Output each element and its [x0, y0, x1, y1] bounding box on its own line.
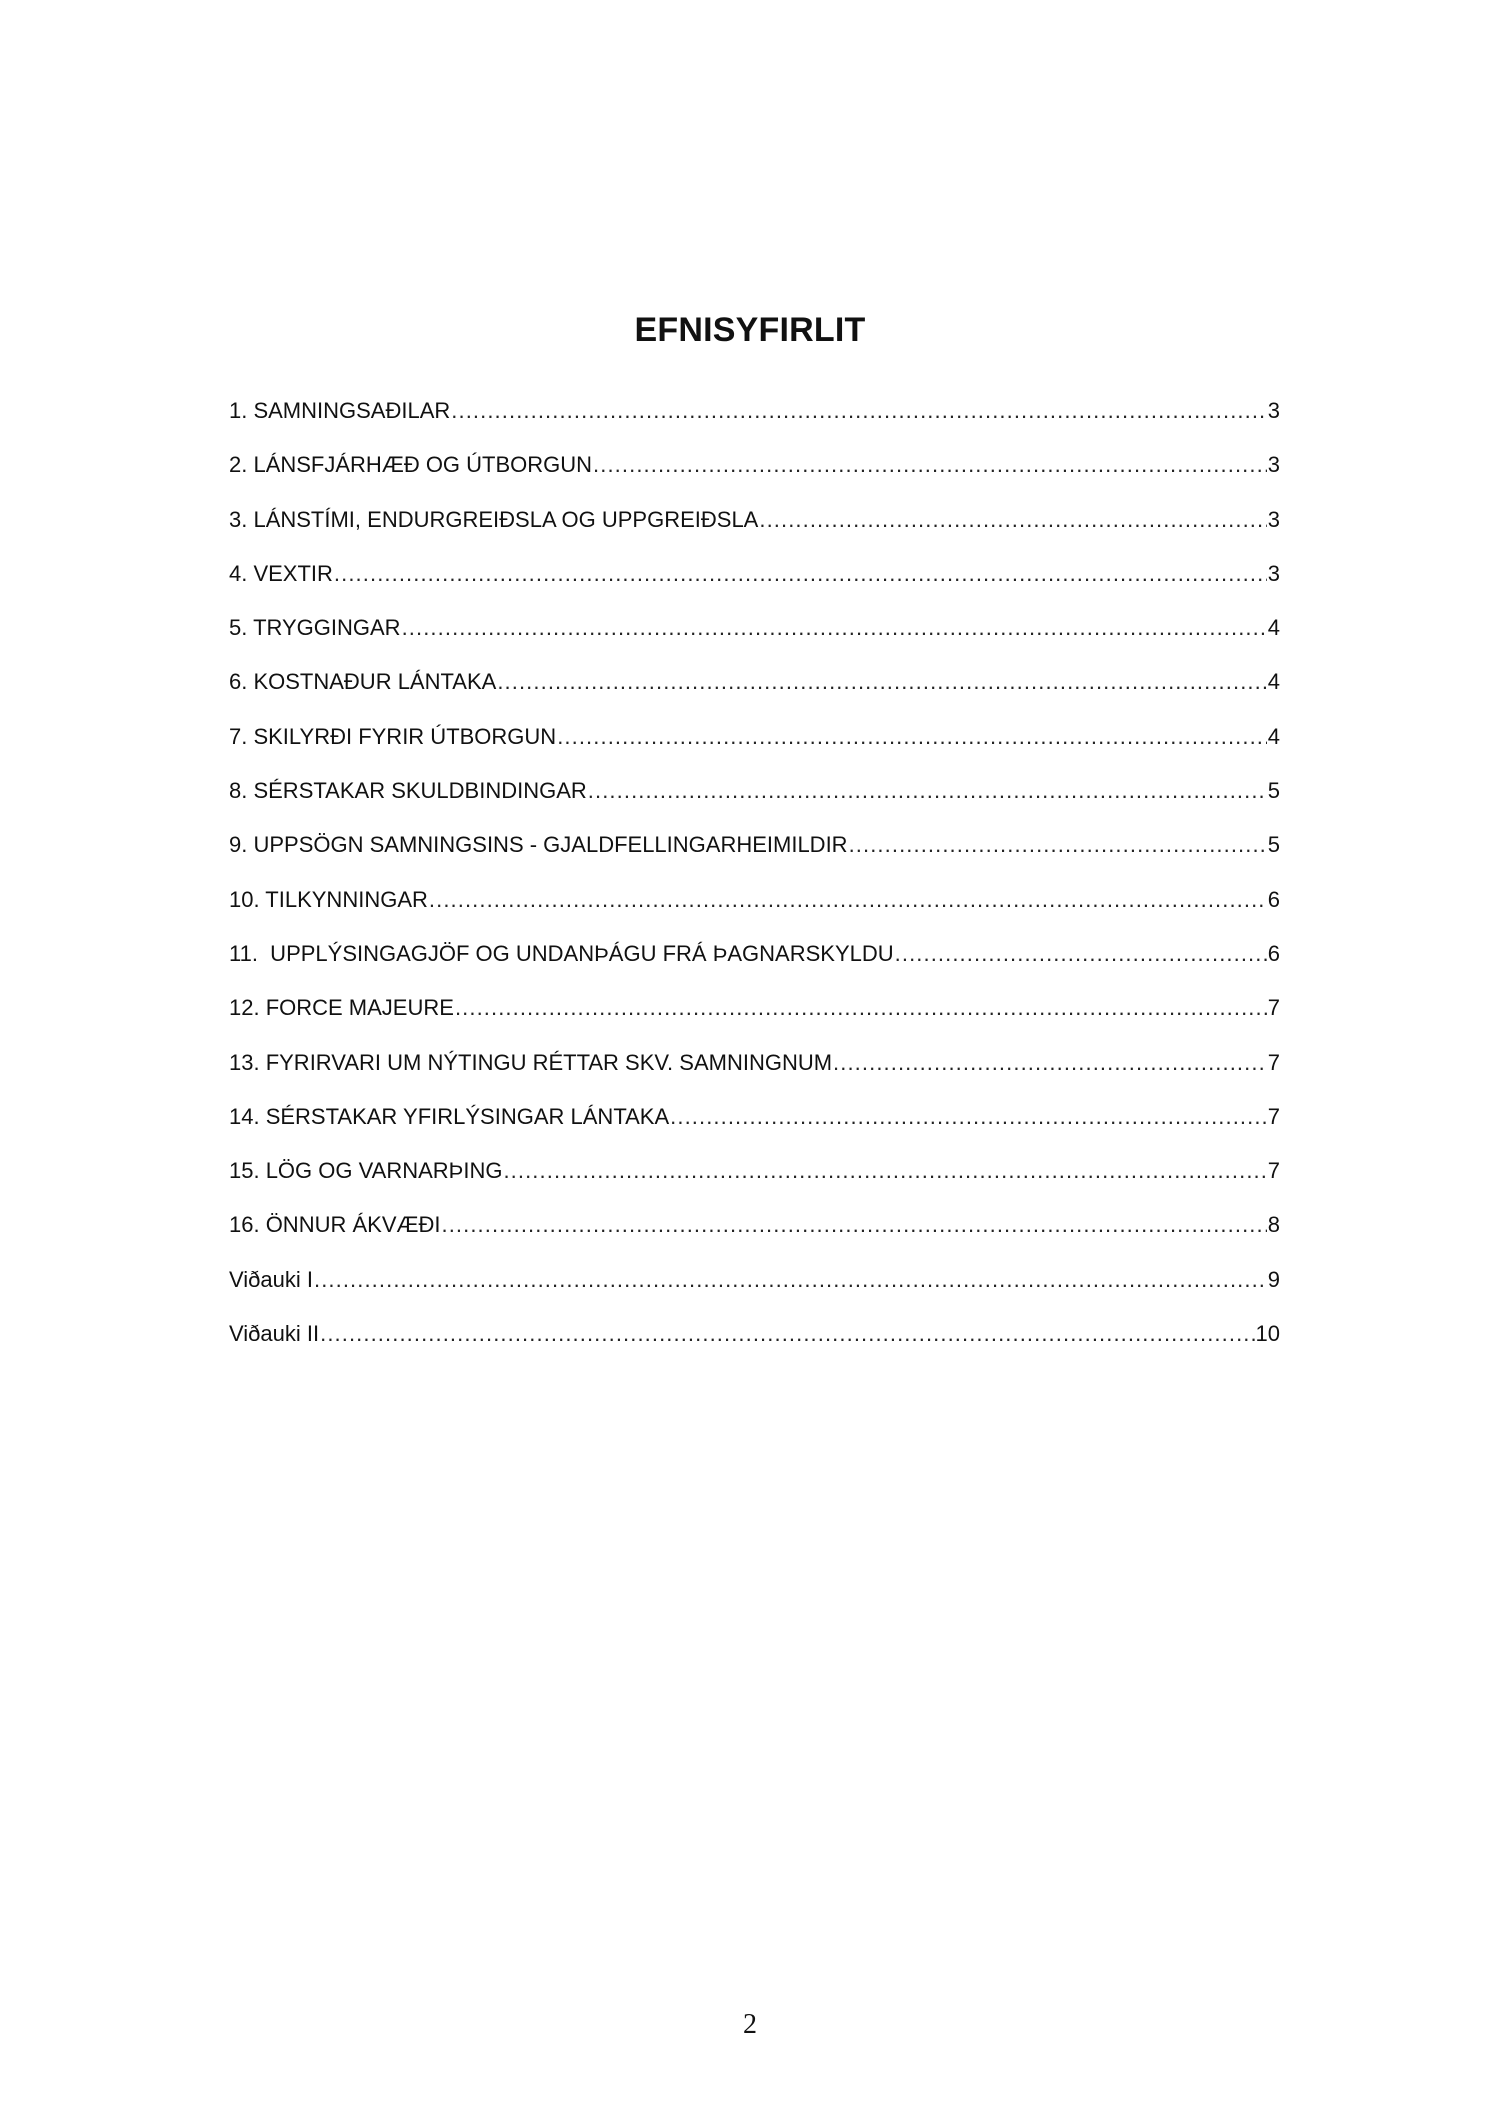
toc-entry[interactable] [229, 1210, 1280, 1264]
toc-entry-label[interactable]: 16. ÖNNUR ÁKVÆÐI [229, 1212, 441, 1238]
dot-leader [670, 1102, 1267, 1132]
toc-entry[interactable] [229, 613, 1280, 667]
toc-entry-label[interactable]: 7. SKILYRÐI FYRIR ÚTBORGUN [229, 723, 557, 749]
toc-entry-label[interactable]: Viðauki II [229, 1321, 320, 1347]
dot-leader [314, 1265, 1267, 1295]
toc-entry[interactable] [229, 505, 1280, 559]
toc-entry-page-number[interactable]: 7 [1267, 995, 1280, 1021]
dot-leader [895, 939, 1267, 969]
toc-entry-label[interactable]: 5. TRYGGINGAR [229, 615, 401, 641]
dot-leader [320, 1319, 1254, 1349]
toc-entry-page-number[interactable]: 3 [1267, 452, 1280, 478]
page-number: 2 [743, 2009, 757, 2040]
toc-entry-page-number[interactable]: 4 [1267, 615, 1280, 641]
toc-entry[interactable] [229, 885, 1280, 939]
toc-entry-label[interactable]: 6. KOSTNAÐUR LÁNTAKA [229, 669, 497, 695]
toc-entry-label[interactable]: 8. SÉRSTAKAR SKULDBINDINGAR [229, 778, 587, 804]
toc-entry[interactable] [229, 722, 1280, 776]
toc-entry[interactable] [229, 1048, 1280, 1102]
toc-entry-page-number[interactable]: 5 [1267, 778, 1280, 804]
dot-leader [497, 667, 1266, 697]
toc-entry[interactable] [229, 1265, 1280, 1319]
dot-leader [557, 722, 1267, 752]
toc-entry[interactable] [229, 939, 1280, 993]
toc-entry[interactable] [229, 1102, 1280, 1156]
toc-entry[interactable] [229, 667, 1280, 721]
dot-leader [849, 830, 1267, 860]
dot-leader [593, 450, 1267, 480]
dot-leader [503, 1156, 1266, 1186]
toc-entry-label[interactable]: 2. LÁNSFJÁRHÆÐ OG ÚTBORGUN [229, 452, 593, 478]
toc-entry-page-number[interactable]: 3 [1267, 506, 1280, 532]
toc-entry-page-number[interactable]: 8 [1267, 1212, 1280, 1238]
toc-entry-page-number[interactable]: 6 [1267, 886, 1280, 912]
toc-entry-page-number[interactable]: 3 [1267, 398, 1280, 423]
dot-leader [402, 613, 1267, 643]
toc-entry-page-number[interactable]: 10 [1255, 1321, 1280, 1347]
toc-entry-page-number[interactable]: 7 [1267, 1103, 1280, 1129]
toc-entry-label[interactable]: 13. FYRIRVARI UM NÝTINGU RÉTTAR SKV. SAMNINGNUM [229, 1049, 833, 1075]
toc-entry[interactable] [229, 993, 1280, 1047]
toc-entry-label[interactable]: 1. SAMNINGSAÐILAR [229, 398, 451, 423]
toc-entry-page-number[interactable]: 4 [1267, 669, 1280, 695]
dot-leader [451, 396, 1266, 426]
toc-entry-label[interactable]: 3. LÁNSTÍMI, ENDURGREIÐSLA OG UPPGREIÐSLA [229, 506, 759, 532]
toc-entry-label[interactable]: 10. TILKYNNINGAR [229, 886, 428, 912]
toc-entry-page-number[interactable]: 3 [1267, 560, 1280, 586]
toc-entry[interactable] [229, 1156, 1280, 1210]
toc-entry-page-number[interactable]: 5 [1267, 832, 1280, 858]
toc-entry-label[interactable]: Viðauki I [229, 1266, 313, 1292]
dot-leader [833, 1048, 1267, 1078]
toc-entry[interactable] [229, 450, 1280, 504]
dot-leader [334, 559, 1267, 589]
dot-leader [759, 505, 1266, 535]
toc-entry[interactable] [229, 830, 1280, 884]
toc-entry-label[interactable]: 11. UPPLÝSINGAGJÖF OG UNDANÞÁGU FRÁ ÞAGNARSKYLDU [229, 940, 894, 966]
toc-entry-page-number[interactable]: 6 [1267, 940, 1280, 966]
toc-entry-label[interactable]: 15. LÖG OG VARNARÞING [229, 1158, 503, 1184]
toc-entry-label[interactable]: 4. VEXTIR [229, 560, 333, 586]
toc-entry-label[interactable]: 9. UPPSÖGN SAMNINGSINS - GJALDFELLINGARHEIMILDIR [229, 832, 848, 858]
toc-entry[interactable] [229, 396, 1280, 450]
dot-leader [455, 993, 1267, 1023]
dot-leader [588, 776, 1267, 806]
toc-entry-label[interactable]: 14. SÉRSTAKAR YFIRLÝSINGAR LÁNTAKA [229, 1103, 670, 1129]
toc-entry-page-number[interactable]: 7 [1267, 1049, 1280, 1075]
toc-entry-page-number[interactable]: 9 [1267, 1266, 1280, 1292]
dot-leader [442, 1210, 1267, 1240]
toc-entry-page-number[interactable]: 4 [1267, 723, 1280, 749]
toc-title: EFNISYFIRLIT [634, 311, 866, 349]
toc-entry[interactable] [229, 1319, 1280, 1373]
toc-entry[interactable] [229, 559, 1280, 613]
dot-leader [429, 885, 1267, 915]
toc-entry-label[interactable]: 12. FORCE MAJEURE [229, 995, 454, 1021]
table-of-contents [229, 396, 1280, 1373]
toc-entry-page-number[interactable]: 7 [1267, 1158, 1280, 1184]
toc-entry[interactable] [229, 776, 1280, 830]
